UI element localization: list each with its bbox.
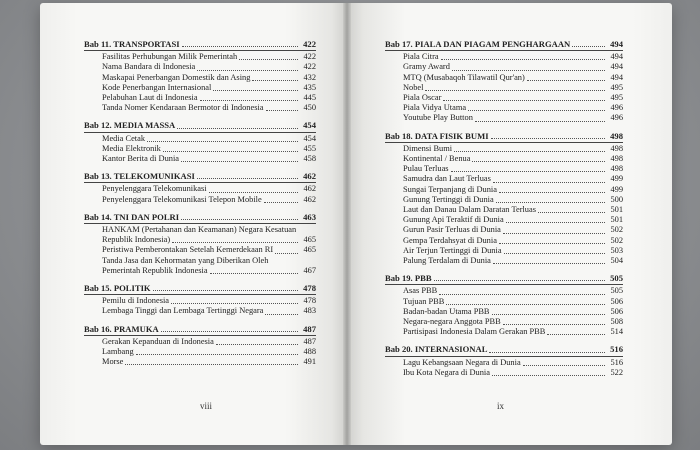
chapter-heading: [385, 344, 623, 354]
dot-leader: [153, 290, 298, 291]
toc-entry-page-number: 500: [610, 194, 623, 204]
chapter-heading-page-number: 516: [610, 344, 623, 355]
dot-leader: [172, 242, 298, 243]
toc-entry-line: HANKAM (Pertahanan dan Keamanan) Negara Kesatuan: [102, 225, 297, 235]
toc-entry: [84, 83, 316, 93]
dot-leader: [181, 161, 298, 162]
dot-leader: [275, 253, 298, 254]
chapter-heading: [385, 273, 623, 283]
toc-section: [84, 171, 316, 205]
dot-leader: [239, 59, 298, 60]
toc-entry-text: Gerakan Kepanduan di Indonesia: [102, 336, 214, 346]
toc-entry-page-number: 483: [303, 306, 316, 316]
toc-entry-page-number: 499: [610, 174, 623, 184]
heading-rule: [84, 50, 316, 51]
toc-entry: [385, 93, 623, 103]
toc-entry: [385, 154, 623, 164]
toc-entry-page-number: 455: [303, 143, 316, 153]
toc-entry-page-number: 454: [303, 133, 316, 143]
dot-leader: [147, 141, 298, 142]
toc-entry-page-number: 487: [303, 336, 316, 346]
chapter-heading-page-number: 462: [303, 171, 316, 182]
heading-rule: [84, 335, 316, 336]
toc-entry-text: Maskapai Penerbangan Domestik dan Asing: [102, 72, 251, 82]
toc-entry-page-number: 450: [303, 103, 316, 113]
dot-leader: [523, 365, 605, 366]
toc-entry-text: Kontinental / Benua: [403, 154, 471, 164]
chapter-heading-page-number: 487: [303, 323, 316, 334]
toc-entry-text: Lambang: [102, 347, 134, 357]
dot-leader: [506, 222, 605, 223]
toc-entry: [84, 154, 316, 164]
dot-leader: [209, 192, 298, 193]
toc-entry: [385, 164, 623, 174]
heading-rule: [84, 294, 316, 295]
toc-entry-page-number: 445: [303, 93, 316, 103]
chapter-heading: [84, 39, 316, 49]
heading-rule: [84, 182, 316, 183]
toc-entry-page-number: 495: [610, 82, 623, 92]
toc-entry-page-number: 494: [610, 72, 623, 82]
toc-entry-page-number: 504: [610, 256, 623, 266]
chapter-heading: [84, 171, 316, 181]
dot-leader: [425, 90, 605, 91]
toc-entry: [385, 144, 623, 154]
toc-entry-text: Gunung Api Teraktif di Dunia: [403, 215, 504, 225]
page-number-right: ix: [497, 401, 505, 411]
toc-entry-text: Gurun Pasir Terluas di Dunia: [403, 225, 501, 235]
toc-entry: [84, 266, 316, 276]
dot-leader: [468, 110, 605, 111]
heading-rule: [385, 356, 623, 357]
toc-entry-text: Lagu Kebangsaan Negara di Dunia: [403, 357, 521, 367]
toc-entry-text: Lembaga Tinggi dan Lembaga Tertinggi Negara: [102, 306, 264, 316]
dot-leader: [161, 331, 298, 332]
heading-rule: [84, 132, 316, 133]
dot-leader: [265, 314, 298, 315]
toc-entry-line: Tanda Jasa dan Kehormatan yang Diberikan Oleh: [102, 255, 269, 265]
toc-entry-text: Laut dan Danau Dalam Daratan Terluas: [403, 205, 536, 215]
toc-entry-text: Penyelenggara Telekomunikasi Telepon Mobile: [102, 194, 262, 204]
toc-entry-page-number: 495: [610, 93, 623, 103]
toc-entry-page-number: 506: [610, 296, 623, 306]
chapter-heading: [84, 212, 316, 222]
dot-leader: [197, 70, 298, 71]
toc-entry-page-number: 422: [303, 62, 316, 72]
toc-entry-page-number: 505: [610, 286, 623, 296]
toc-entry-page-number: 502: [610, 225, 623, 235]
dot-leader: [547, 334, 605, 335]
heading-rule: [385, 142, 623, 143]
right-page: [347, 3, 672, 445]
toc-entry-text: Penyelenggara Telekomunikasi: [102, 184, 207, 194]
toc-entry-page-number: 435: [303, 82, 316, 92]
toc-entry-page-number: 496: [610, 103, 623, 113]
toc-entry: [385, 327, 623, 337]
heading-rule: [385, 284, 623, 285]
toc-entry-page-number: 503: [610, 245, 623, 255]
table-of-contents-left: [84, 39, 316, 374]
toc-entry-text: Gramy Award: [403, 62, 450, 72]
toc-entry: [385, 215, 623, 225]
toc-section: [84, 120, 316, 164]
toc-entry: [84, 52, 316, 62]
dot-leader: [210, 273, 298, 274]
toc-entry-text: Pulau Terluas: [403, 164, 449, 174]
dot-leader: [503, 233, 605, 234]
toc-entry: [84, 337, 316, 347]
toc-entry-text: Ibu Kota Negara di Dunia: [403, 367, 490, 377]
toc-entry-page-number: 502: [610, 235, 623, 245]
dot-leader: [499, 192, 605, 193]
chapter-heading: [385, 131, 623, 141]
chapter-heading: [385, 39, 623, 49]
chapter-heading-text: Bab 11. TRANSPORTASI: [84, 39, 180, 49]
toc-entry: [84, 347, 316, 357]
toc-entry-page-number: 465: [303, 245, 316, 255]
toc-entry-text: Gempa Terdahsyat di Dunia: [403, 235, 497, 245]
dot-leader: [527, 80, 605, 81]
toc-entry-page-number: 494: [610, 62, 623, 72]
toc-entry-page-number: 516: [610, 357, 623, 367]
toc-entry: [385, 205, 623, 215]
chapter-heading-text: Bab 13. TELEKOMUNIKASI: [84, 171, 195, 182]
toc-entry: [385, 83, 623, 93]
toc-entry-text: Partisipasi Indonesia Dalam Gerakan PBB: [403, 327, 546, 337]
dot-leader: [572, 46, 605, 47]
toc-entry-page-number: 498: [610, 164, 623, 174]
toc-entry-text: Sungai Terpanjang di Dunia: [403, 184, 497, 194]
toc-entry-text: Piala Vidya Utama: [403, 103, 467, 113]
toc-entry-page-number: 496: [610, 113, 623, 123]
toc-entry-page-number: 422: [303, 52, 316, 62]
dot-leader: [266, 110, 298, 111]
toc-entry-text: Negara-negara Anggota PBB: [403, 317, 501, 327]
toc-entry: [84, 144, 316, 154]
toc-entry: [385, 297, 623, 307]
page-number-left: viii: [200, 401, 213, 411]
toc-entry: [385, 358, 623, 368]
chapter-heading: [84, 324, 316, 334]
dot-leader: [454, 151, 605, 152]
toc-entry-page-number: 465: [303, 235, 316, 245]
toc-entry: [385, 52, 623, 62]
toc-entry-text: Youtube Play Button: [403, 113, 473, 123]
heading-rule: [385, 50, 623, 51]
toc-entry: [84, 296, 316, 306]
toc-entry-text: Tujuan PBB: [403, 296, 445, 306]
heading-rule: [84, 223, 316, 224]
dot-leader: [182, 46, 298, 47]
dot-leader: [538, 212, 605, 213]
toc-entry-text: Palung Terdalam di Dunia: [403, 256, 491, 266]
toc-entry: [385, 62, 623, 72]
toc-entry: [385, 195, 623, 205]
chapter-heading-text: Bab 15. POLITIK: [84, 283, 151, 294]
toc-entry-page-number: 491: [303, 357, 316, 367]
toc-section: [385, 273, 623, 337]
toc-entry-page-number: 501: [610, 215, 623, 225]
toc-entry: [84, 134, 316, 144]
dot-leader: [451, 171, 605, 172]
dot-leader: [125, 364, 298, 365]
toc-entry-text: Media Elektronik: [102, 143, 161, 153]
dot-leader: [171, 303, 298, 304]
toc-entry: [84, 73, 316, 83]
toc-entry-text: MTQ (Musabaqoh Tilawatil Qur'an): [403, 72, 525, 82]
dot-leader: [136, 354, 298, 355]
toc-section: [84, 212, 316, 276]
chapter-heading-text: Bab 14. TNI DAN POLRI: [84, 211, 180, 222]
toc-entry: [385, 368, 623, 378]
toc-entry-text: Pemilu di Indonesia: [102, 296, 169, 306]
dot-leader: [197, 178, 298, 179]
toc-entry-text: Kode Penerbangan Internasional: [102, 82, 212, 92]
dot-leader: [493, 263, 605, 264]
toc-entry-text: Media Cetak: [102, 133, 146, 143]
toc-entry-page-number: 506: [610, 306, 623, 316]
toc-entry-text: Piala Citra: [403, 52, 439, 62]
toc-entry-page-number: 498: [610, 154, 623, 164]
toc-entry: [385, 185, 623, 195]
toc-entry-page-number: 467: [303, 265, 316, 275]
dot-leader: [452, 70, 605, 71]
chapter-heading-text: Bab 18. DATA FISIK BUMI: [385, 130, 489, 141]
chapter-heading-text: Bab 17. PIALA DAN PIAGAM PENGHARGAAN: [385, 39, 571, 49]
toc-entry: [84, 245, 316, 255]
dot-leader: [441, 59, 605, 60]
chapter-heading-page-number: 478: [303, 283, 316, 294]
toc-entry-page-number: 458: [303, 154, 316, 164]
toc-entry-page-number: 514: [610, 327, 623, 337]
chapter-heading-page-number: 454: [303, 120, 316, 131]
toc-entry: [385, 236, 623, 246]
toc-entry: [84, 306, 316, 316]
dot-leader: [491, 138, 605, 139]
toc-entry-text: Dimensi Bumi: [403, 143, 453, 153]
toc-entry: [84, 93, 316, 103]
dot-leader: [446, 304, 605, 305]
dot-leader: [503, 324, 605, 325]
toc-section: [385, 131, 623, 267]
dot-leader: [434, 280, 605, 281]
toc-entry: [385, 256, 623, 266]
toc-entry-text: Pelabuhan Laut di Indonesia: [102, 93, 198, 103]
toc-entry-page-number: 494: [610, 52, 623, 62]
toc-entry-text: Tanda Nomer Kendaraan Bermotor di Indonesia: [102, 103, 264, 113]
chapter-heading-page-number: 494: [610, 39, 623, 49]
chapter-heading: [84, 283, 316, 293]
toc-entry: [84, 184, 316, 194]
toc-entry: [84, 235, 316, 245]
toc-entry: [385, 103, 623, 113]
toc-section: [385, 39, 623, 124]
toc-entry-page-number: 488: [303, 347, 316, 357]
toc-entry-text: Gunung Tertinggi di Dunia: [403, 194, 494, 204]
toc-entry: [84, 62, 316, 72]
toc-entry: [385, 307, 623, 317]
dot-leader: [496, 202, 605, 203]
toc-entry: [385, 225, 623, 235]
dot-leader: [264, 202, 298, 203]
book-gutter: [343, 3, 351, 445]
toc-entry-page-number: 501: [610, 205, 623, 215]
dot-leader: [492, 375, 605, 376]
toc-entry: [385, 286, 623, 296]
dot-leader: [475, 121, 605, 122]
chapter-heading: [84, 120, 316, 130]
toc-section: [84, 324, 316, 368]
toc-entry-text: Morse: [102, 357, 124, 367]
toc-entry-text: Fasilitas Perhubungan Milik Pemerintah: [102, 52, 238, 62]
left-page: [40, 3, 347, 445]
toc-entry-page-number: 498: [610, 143, 623, 153]
dot-leader: [439, 294, 605, 295]
dot-leader: [213, 90, 298, 91]
dot-leader: [472, 161, 605, 162]
toc-section: [385, 344, 623, 378]
dot-leader: [443, 100, 605, 101]
toc-entry-text: Kantor Berita di Dunia: [102, 154, 179, 164]
chapter-heading-page-number: 422: [303, 39, 316, 49]
dot-leader: [499, 243, 605, 244]
toc-entry-page-number: 462: [303, 184, 316, 194]
toc-section: [84, 283, 316, 317]
toc-entry-page-number: 478: [303, 296, 316, 306]
toc-entry-text: Piala Oscar: [403, 93, 442, 103]
toc-entry-text: Badan-badan Utama PBB: [403, 306, 490, 316]
toc-entry-text: Air Terjun Tertinggi di Dunia: [403, 245, 502, 255]
chapter-heading-text: Bab 12. MEDIA MASSA: [84, 120, 176, 131]
toc-entry: [385, 246, 623, 256]
toc-entry-text: Asas PBB: [403, 286, 438, 296]
toc-section: [84, 39, 316, 113]
dot-leader: [493, 182, 605, 183]
toc-entry-page-number: 462: [303, 194, 316, 204]
chapter-heading-page-number: 463: [303, 211, 316, 222]
toc-entry: [84, 357, 316, 367]
chapter-heading-page-number: 505: [610, 273, 623, 284]
toc-entry-text: Republik Indonesia): [102, 235, 171, 245]
toc-entry: [385, 113, 623, 123]
dot-leader: [181, 219, 298, 220]
toc-entry-page-number: 522: [610, 367, 623, 377]
toc-entry-page-number: 499: [610, 184, 623, 194]
dot-leader: [504, 253, 605, 254]
toc-entry: [84, 195, 316, 205]
toc-entry-text: Samudra dan Laut Terluas: [403, 174, 491, 184]
toc-entry: [385, 317, 623, 327]
dot-leader: [177, 128, 298, 129]
toc-entry-text: Nama Bandara di Indonesia: [102, 62, 196, 72]
table-of-contents-right: [385, 39, 623, 385]
chapter-heading-text: Bab 16. PRAMUKA: [84, 323, 159, 334]
toc-entry-text: Nobel: [403, 82, 424, 92]
chapter-heading-text: Bab 19. PBB: [385, 273, 432, 284]
toc-entry: [385, 73, 623, 83]
dot-leader: [163, 151, 298, 152]
dot-leader: [200, 100, 298, 101]
chapter-heading-text: Bab 20. INTERNASIONAL: [385, 344, 488, 355]
toc-entry-text: Pemerintah Republik Indonesia: [102, 265, 208, 275]
toc-entry-page-number: 432: [303, 72, 316, 82]
dot-leader: [252, 80, 298, 81]
dot-leader: [216, 344, 298, 345]
dot-leader: [489, 352, 605, 353]
chapter-heading-page-number: 498: [610, 130, 623, 141]
toc-entry: [84, 103, 316, 113]
toc-entry: [385, 174, 623, 184]
toc-entry-page-number: 508: [610, 317, 623, 327]
dot-leader: [492, 314, 605, 315]
toc-entry-text: Peristiwa Pemberontakan Setelah Kemerdekaan RI: [102, 245, 274, 255]
